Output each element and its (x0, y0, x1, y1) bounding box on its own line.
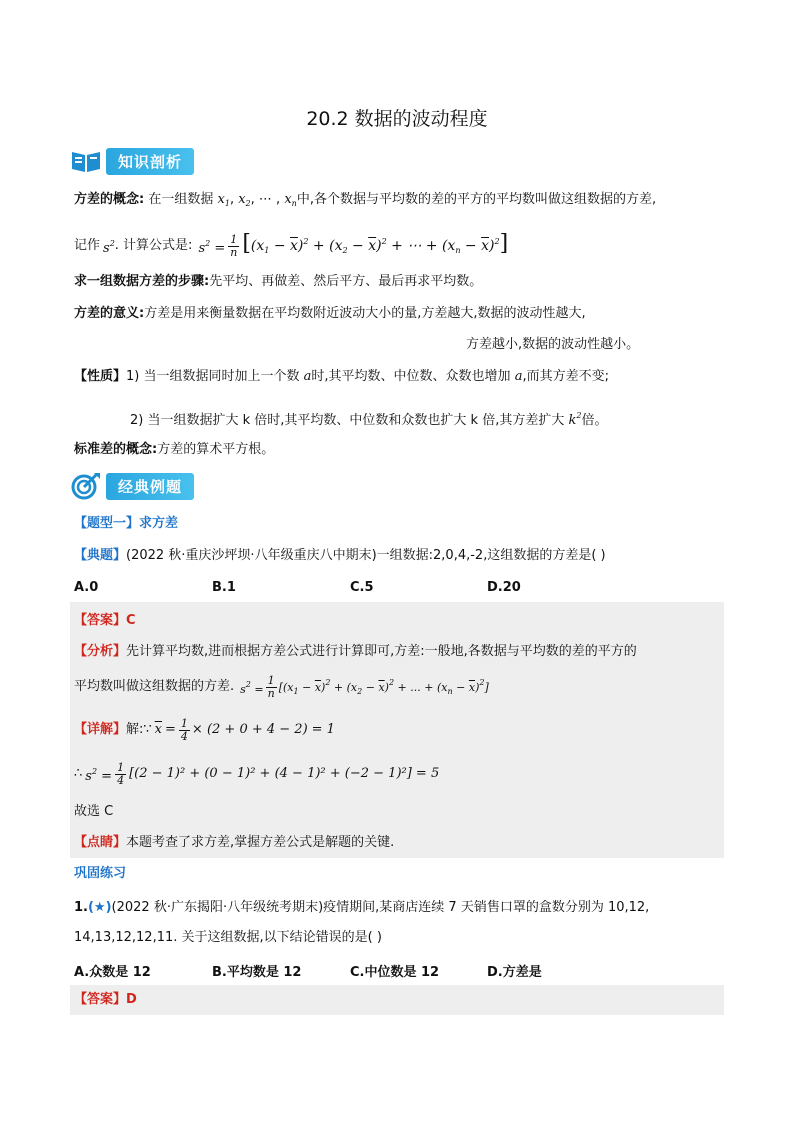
variance-meaning-line (74, 304, 586, 324)
property-2-line: 2) 当一组数据扩大 k 倍时,其平均数、中位数和众数也扩大 k 倍,其方差扩大 $k^2$倍。 (130, 411, 608, 428)
detail-text: 解:∵ (126, 722, 152, 737)
typical-label: 【典题】 (74, 548, 127, 563)
variance-steps-line (74, 272, 482, 292)
analysis-line (74, 642, 637, 662)
comment-line (74, 833, 394, 853)
section-header-examples (70, 471, 194, 501)
detail-equation-result: = 1 (311, 722, 335, 737)
practice-heading: 巩固练习 (74, 866, 127, 881)
section-label: 经典例题 (106, 473, 194, 500)
example-question (74, 546, 606, 566)
question-type-heading: 【题型一】求方差 (74, 516, 179, 531)
variance-meaning-line2: 方差越小,数据的波动性越小。 (466, 337, 640, 352)
practice-answer-label: 【答案】 (74, 992, 127, 1007)
analysis-text-2: 平均数叫做这组数据的方差. (74, 679, 235, 694)
answer-label: 【答案】 (74, 613, 127, 628)
property-2-text-b: 倍。 (581, 413, 608, 428)
std-text: 方差的算术平方根。 (157, 442, 275, 457)
definition-label: 方差的概念: (74, 192, 145, 207)
difficulty-star: (★) (87, 900, 112, 915)
therefore-equation: [(2 − 1)² + (0 − 1)² + (4 − 1)² + (−2 − 1)²] = 5 (129, 766, 440, 781)
book-icon (70, 148, 102, 174)
section-header-knowledge (70, 146, 194, 176)
option-b: B.1 (212, 580, 236, 595)
steps-text: 先平均、再做差、然后平方、最后再求平均数。 (209, 274, 483, 289)
formula-label: . 计算公式是: (114, 238, 193, 253)
question-text: (2022 秋·重庆沙坪坝·八年级重庆八中期末)一组数据:2,0,4,-2,这组数据的方差是( ) (126, 548, 606, 563)
practice-option-d: D.方差是 (487, 965, 542, 980)
practice-option-a: A.众数是 12 (74, 965, 151, 980)
practice-question-text: (2022 秋·广东揭阳·八年级统考期末)疫情期间,某商店连续 7 天销售口罩的盒数分别为 10,12, (111, 900, 650, 915)
practice-answer-value: D (126, 992, 137, 1007)
property-1-text-b: 时,其平均数、中位数、众数也增加 (311, 369, 511, 384)
practice-option-c: C.中位数是 12 (350, 965, 440, 980)
comment-label: 【点睛】 (74, 835, 127, 850)
target-icon (70, 471, 102, 501)
property-1-line: 【性质】1) 当一组数据同时加上一个数 a时,其平均数、中位数、众数也增加 a,而其方差不变; (74, 369, 609, 384)
answer-line (74, 611, 136, 631)
definition-text: 在一组数据 (148, 192, 214, 207)
therefore-symbol: ∴ (74, 766, 83, 781)
meaning-label: 方差的意义: (74, 306, 145, 321)
detail-label: 【详解】 (74, 722, 127, 737)
option-a: A.0 (74, 580, 99, 595)
option-c: C.5 (350, 580, 374, 595)
practice-question-line2: 14,13,12,12,11. 关于这组数据,以下结论错误的是( ) (74, 930, 382, 945)
property-1-text-c: ,而其方差不变; (522, 369, 609, 384)
meaning-text: 方差是用来衡量数据在平均数附近波动大小的量,方差越大,数据的波动性越大, (144, 306, 586, 321)
property-1-text: 1) 当一组数据同时加上一个数 (126, 369, 300, 384)
choose-line: 故选 C (74, 804, 114, 819)
answer-value: C (126, 613, 136, 628)
property-label: 【性质】 (74, 369, 127, 384)
practice-answer-box (70, 985, 724, 1015)
analysis-line2: 平均数叫做这组数据的方差. $s^2$ = $\frac{1}{n}$ [$(x_1 - \overline{x})^2 + (x_2 - \overline{x})^2$ + ... + $(x_n - \overline{x})^2$] (74, 673, 489, 700)
variance-definition-line: 方差的概念: 在一组数据 $x_1$, $x_2$, ⋯ , $x_n$中,各个数据与平均数的差的平方的平均数叫做这组数据的方差, (74, 192, 657, 208)
std-definition-line (74, 440, 274, 460)
practice-question (74, 898, 649, 918)
steps-label: 求一组数据方差的步骤: (74, 274, 210, 289)
definition-text-cont: 中,各个数据与平均数的差的平方的平均数叫做这组数据的方差, (296, 192, 657, 207)
option-d: D.20 (487, 580, 521, 595)
property-2-text: 2) 当一组数据扩大 k 倍时,其平均数、中位数和众数也扩大 k 倍,其方差扩大 (130, 413, 565, 428)
practice-option-b: B.平均数是 12 (212, 965, 302, 980)
page-title: 20.2 数据的波动程度 (306, 108, 488, 130)
section-label: 知识剖析 (106, 148, 194, 175)
practice-answer-line (74, 990, 137, 1010)
variance-formula-line: 记作 $s^2$ . 计算公式是: $s^2$ = $\frac{1}{n}$ [$(x_1 - \overline{x})^2 + (x_2 - \overline{x})^2$ + ⋯ + $(x_n - \overline{x})^2$] (74, 230, 509, 259)
therefore-line: ∴ $s^2$ = $\frac{1}{4}$ [(2 − 1)² + (0 − 1)² + (4 − 1)² + (−2 − 1)²] = 5 (74, 760, 440, 787)
analysis-text: 先计算平均数,进而根据方差公式进行计算即可,方差:一般地,各数据与平均数的差的平方的 (126, 644, 637, 659)
notation-text: 记作 (74, 238, 101, 253)
detail-line: 【详解】 解:∵ $\overline{x}$ = $\frac{1}{4}$ × (2 + 0 + 4 − 2) = 1 (74, 716, 335, 743)
analysis-label: 【分析】 (74, 644, 127, 659)
comment-text: 本题考查了求方差,掌握方差公式是解题的关键. (126, 835, 395, 850)
question-number: 1. (74, 900, 88, 915)
std-label: 标准差的概念: (74, 442, 158, 457)
